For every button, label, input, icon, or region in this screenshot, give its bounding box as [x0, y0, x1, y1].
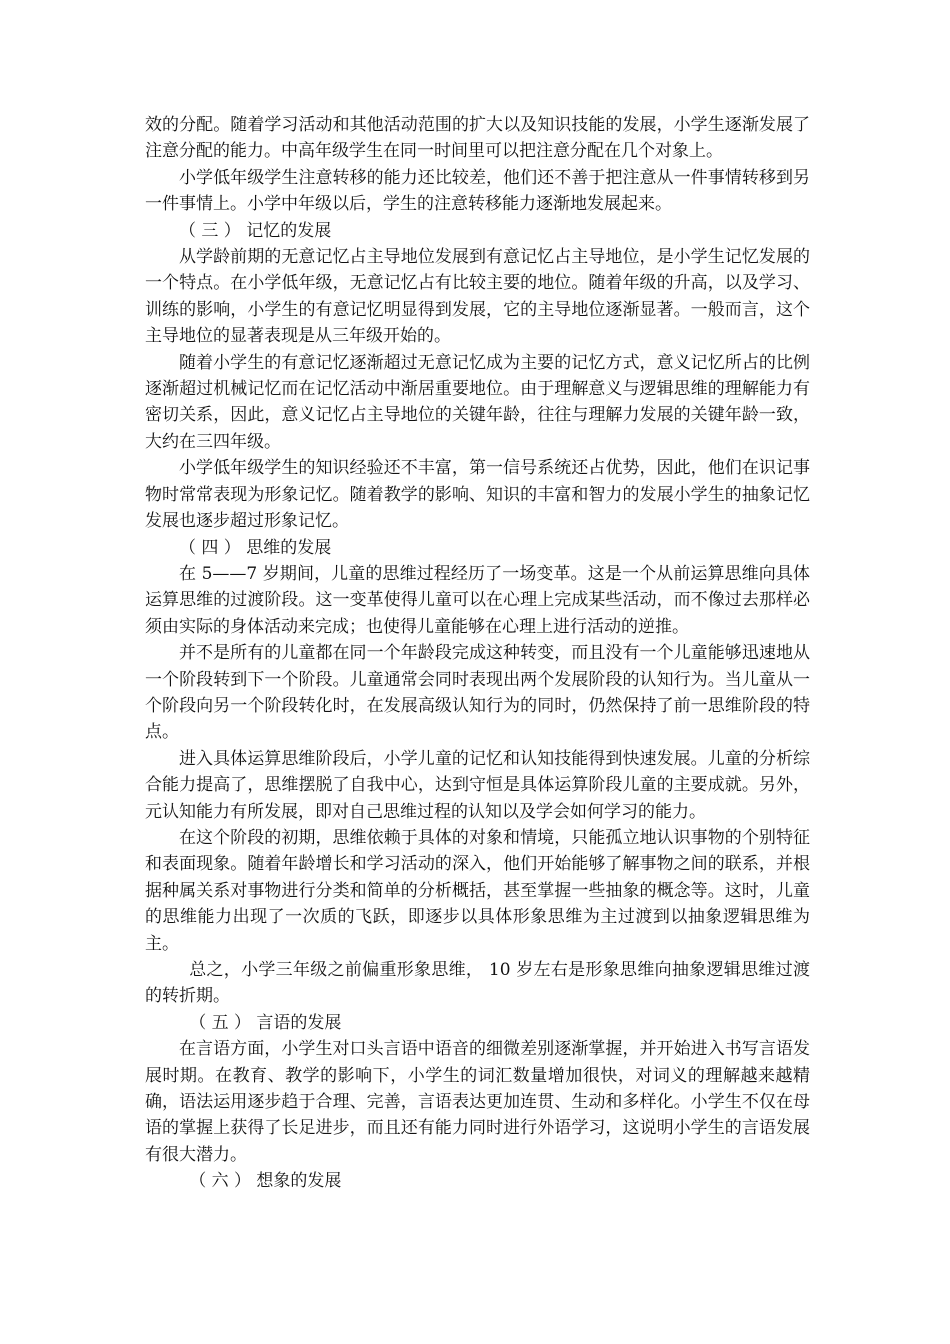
paragraph-memory-2: 随着小学生的有意记忆逐渐超过无意记忆成为主要的记忆方式，意义记忆所占的比例逐渐超过机械记忆而在记忆活动中渐居重要地位。由于理解意义与逻辑思维的理解能力有密切关系，因此，意义记忆占主导地位的关键年龄，往往与理解力发展的关键年龄一致，大约在三四年级。: [145, 352, 810, 452]
heading-memory-development: （ 三 ） 记忆的发展: [179, 220, 332, 241]
paragraph-thinking-4: 在这个阶段的初期，思维依赖于具体的对象和情境，只能孤立地认识事物的个别特征和表面现象。随着年龄增长和学习活动的深入，他们开始能够了解事物之间的联系，并根据种属关系对事物进行分类和简单的分析概括，甚至掌握一些抽象的概念等。这时，儿童的思维能力出现了一次质的飞跃，即逐步以具体形象思维为主过渡到以抽象逻辑思维为主。: [145, 827, 810, 954]
heading-imagination-development: （ 六 ） 想象的发展: [189, 1171, 342, 1192]
paragraph-memory-1: 从学龄前期的无意记忆占主导地位发展到有意记忆占主导地位，是小学生记忆发展的一个特点。在小学低年级，无意记忆占有比较主要的地位。随着年级的升高，以及学习、训练的影响，小学生的有意记忆明显得到发展，它的主导地位逐渐显著。一般而言，这个主导地位的显著表现是从三年级开始的。: [145, 247, 810, 347]
paragraph-language: 在言语方面，小学生对口头言语中语音的细微差别逐渐掌握，并开始进入书写言语发展时期。在教育、教学的影响下，小学生的词汇数量增加很快，对词义的理解越来越精确，语法运用逐步趋于合理、完善，言语表达更加连贯、生动和多样化。小学生不仅在母语的掌握上获得了长足进步，而且还有能力同时进行外语学习，这说明小学生的言语发展有很大潜力。: [145, 1039, 810, 1165]
paragraph-thinking-2: 并不是所有的儿童都在同一个年龄段完成这种转变，而且没有一个儿童能够迅速地从一个阶段转到下一个阶段。儿童通常会同时表现出两个发展阶段的认知行为。当儿童从一个阶段向另一个阶段转化时，在发展高级认知行为的同时，仍然保持了前一思维阶段的特点。: [145, 643, 810, 743]
heading-language-development: （ 五 ） 言语的发展: [189, 1012, 342, 1033]
paragraph-thinking-3: 进入具体运算思维阶段后，小学儿童的记忆和认知技能得到快速发展。儿童的分析综合能力提高了，思维摆脱了自我中心，达到守恒是具体运算阶段儿童的主要成就。另外，元认知能力有所发展，即对自己思维过程的认知以及学会如何学习的能力。: [145, 748, 810, 822]
paragraph-attention-distribution-cont: 效的分配。随着学习活动和其他活动范围的扩大以及知识技能的发展，小学生逐渐发展了注意分配的能力。中高年级学生在同一时间里可以把注意分配在几个对象上。: [145, 115, 810, 162]
heading-thinking-development: （ 四 ） 思维的发展: [179, 537, 332, 558]
paragraph-thinking-1: 在 5——7 岁期间，儿童的思维过程经历了一场变革。这是一个从前运算思维向具体运算思维的过渡阶段。这一变革使得儿童可以在心理上完成某些活动，而不像过去那样必须由实际的身体活动来完成；也使得儿童能够在心理上进行活动的逆推。: [145, 563, 810, 637]
paragraph-thinking-summary: 总之，小学三年级之前偏重形象思维， 10 岁左右是形象思维向抽象逻辑思维过渡的转折期。: [145, 960, 810, 1007]
paragraph-memory-3: 小学低年级学生的知识经验还不丰富，第一信号系统还占优势，因此，他们在识记事物时常常表现为形象记忆。随着教学的影响、知识的丰富和智力的发展小学生的抽象记忆发展也逐步超过形象记忆。: [145, 458, 810, 532]
paragraph-attention-shift: 小学低年级学生注意转移的能力还比较差，他们还不善于把注意从一件事情转移到另一件事情上。小学中年级以后，学生的注意转移能力逐渐地发展起来。: [145, 167, 810, 215]
document-page: [145, 112, 810, 1195]
